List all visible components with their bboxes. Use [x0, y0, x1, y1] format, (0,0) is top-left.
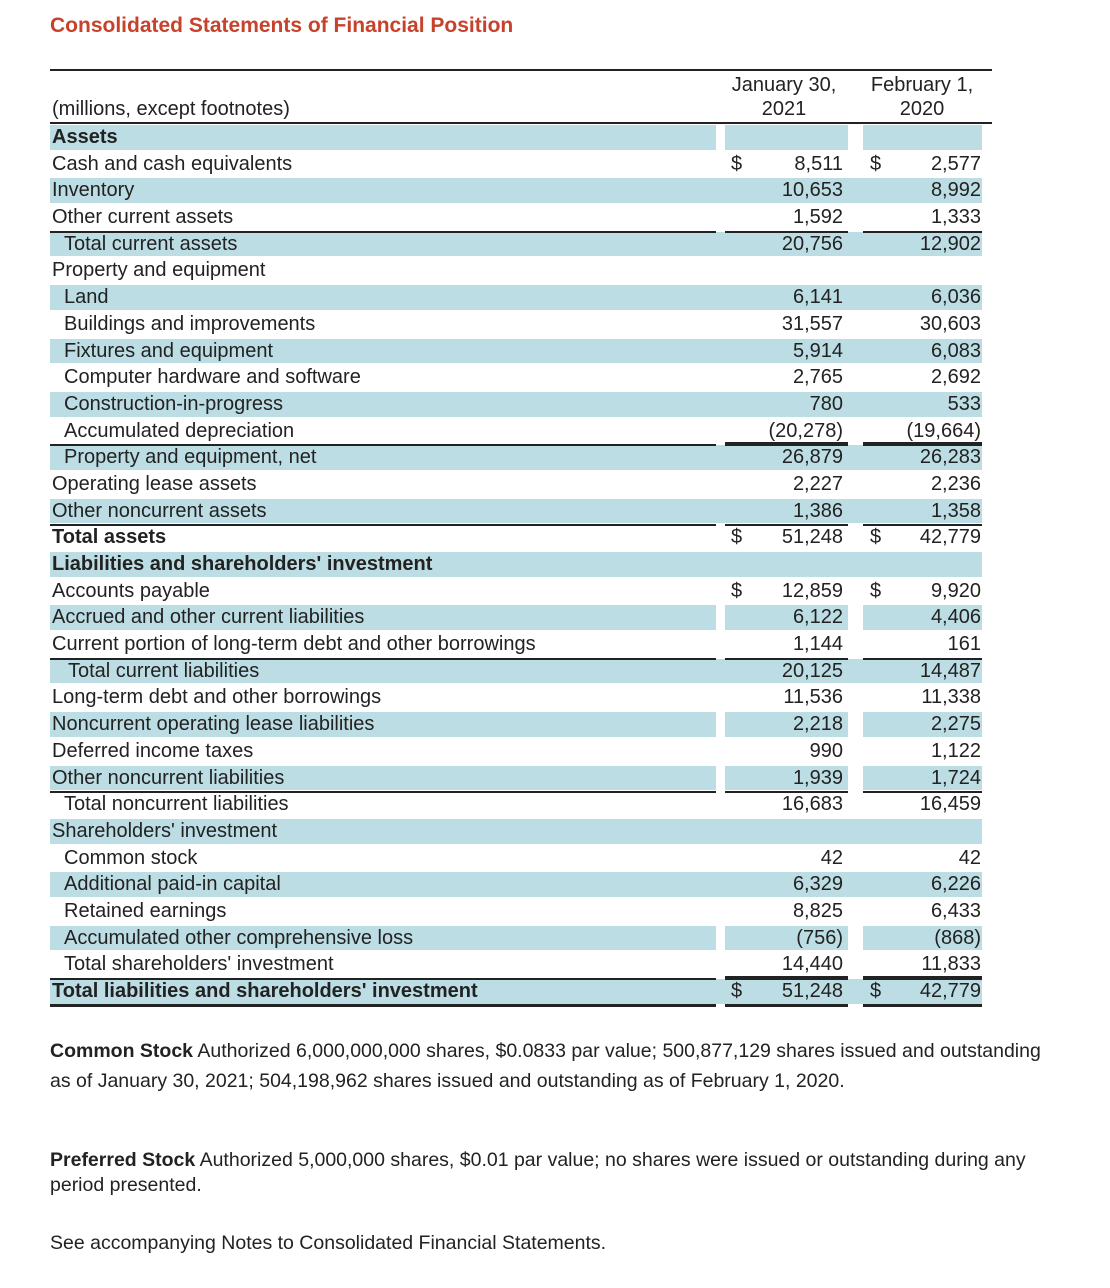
row-label: Fixtures and equipment: [64, 339, 274, 362]
dollar-sign: $: [870, 526, 882, 549]
table-row: [50, 124, 982, 151]
value-2020: 1,122: [930, 739, 981, 762]
value-2020: 2,577: [930, 152, 981, 175]
see-notes: See accompanying Notes to Consolidated Financial Statements.: [50, 1232, 607, 1254]
row-label: Shareholders' investment: [52, 819, 278, 842]
table-row: [50, 791, 982, 818]
row-label: Total current assets: [64, 232, 238, 255]
row-label: Accounts payable: [52, 579, 210, 602]
row-label: Noncurrent operating lease liabilities: [52, 713, 375, 736]
table-row: [50, 311, 982, 338]
value-2021: 6,122: [792, 606, 843, 629]
row-label: Accumulated depreciation: [64, 419, 295, 442]
financial-position-table: [50, 124, 982, 1005]
common-stock-label: Common Stock: [50, 1040, 194, 1062]
units-caption: (millions, except footnotes): [52, 98, 290, 120]
value-2021: 2,765: [792, 366, 843, 389]
value-2021: 1,592: [792, 206, 843, 229]
value-2021: (20,278): [768, 419, 843, 442]
common-stock-text: Authorized 6,000,000,000 shares, $0.0833 par value; 500,877,129 shares issued and outstanding as of January 30, 2021; 504,198,962 shares issued and outstanding as of February 1, 2020.: [50, 1040, 1041, 1092]
row-label: Common stock: [64, 846, 198, 869]
row-label: Other noncurrent liabilities: [52, 766, 285, 789]
value-2020: 11,338: [921, 686, 981, 709]
table-row: [50, 551, 982, 578]
row-label: Cash and cash equivalents: [52, 152, 293, 175]
value-2020: 30,603: [919, 312, 981, 335]
row-label: Accrued and other current liabilities: [52, 606, 365, 629]
value-2020: 16,459: [919, 793, 981, 816]
value-2020: 1,333: [930, 206, 981, 229]
dollar-sign: $: [870, 579, 882, 602]
value-2020: 1,724: [930, 766, 981, 789]
column-header-line1: January 30,: [731, 74, 837, 96]
table-row: [50, 845, 982, 872]
value-2021: 1,386: [792, 499, 843, 522]
row-label: Additional paid-in capital: [64, 873, 281, 896]
table-row: [50, 951, 982, 978]
table-row: [50, 631, 982, 658]
table-row: [50, 391, 982, 418]
row-label: Total noncurrent liabilities: [64, 793, 289, 816]
row-label: Total assets: [52, 526, 167, 549]
footnotes: [50, 1036, 1060, 1254]
dollar-sign: $: [870, 152, 882, 175]
value-2020: 42,779: [919, 980, 981, 1002]
table-row: [50, 524, 982, 551]
value-2021: 20,756: [781, 232, 843, 255]
table-row: [50, 765, 982, 792]
row-label: Total liabilities and shareholders' investment: [52, 980, 478, 1002]
value-2021: 780: [809, 392, 843, 415]
value-2021: 5,914: [792, 339, 843, 362]
page-title: Consolidated Statements of Financial Position: [50, 14, 514, 37]
value-2020: 533: [947, 392, 981, 415]
value-2021: 2,218: [792, 713, 843, 736]
table-row: [50, 898, 982, 925]
preferred-stock-note: [50, 1148, 1060, 1198]
row-label: Other noncurrent assets: [52, 499, 267, 522]
total-rule: [50, 1004, 716, 1007]
table-row: [50, 151, 982, 178]
row-label: Property and equipment: [52, 259, 266, 282]
row-label: Liabilities and shareholders' investment: [52, 553, 433, 575]
table-row: [50, 471, 982, 498]
value-2020: 12,902: [919, 232, 981, 255]
header-rule: [50, 69, 992, 71]
table-row: [50, 177, 982, 204]
row-label: Long-term debt and other borrowings: [52, 686, 382, 709]
row-label: Accumulated other comprehensive loss: [64, 926, 414, 949]
row-shading: [50, 125, 716, 150]
value-2021: 51,248: [781, 980, 843, 1002]
column-header-2020: [856, 73, 988, 121]
value-2020: 2,236: [930, 472, 981, 495]
value-2021: 12,859: [781, 579, 843, 602]
row-label: Assets: [52, 126, 118, 148]
value-2021: 1,939: [792, 766, 843, 789]
row-label: Computer hardware and software: [64, 366, 361, 389]
row-label: Deferred income taxes: [52, 739, 254, 762]
value-2021: 42: [820, 846, 843, 869]
total-rule: [863, 1004, 982, 1007]
value-2021: (756): [796, 926, 843, 949]
value-2020: 161: [947, 633, 981, 656]
value-2020: 8,992: [930, 179, 981, 202]
value-2021: 990: [809, 739, 843, 762]
value-2021: 11,536: [783, 686, 843, 709]
row-shading: [863, 125, 982, 150]
value-2021: 6,329: [792, 873, 843, 896]
table-row: [50, 418, 982, 445]
row-label: Current portion of long-term debt and other borrowings: [52, 633, 536, 656]
table-row: [50, 364, 982, 391]
table-row: [50, 658, 982, 685]
dollar-sign: $: [870, 980, 882, 1002]
row-label: Operating lease assets: [52, 472, 257, 495]
value-2021: 8,825: [792, 899, 843, 922]
column-header-line2: 2020: [899, 98, 945, 120]
dollar-sign: $: [731, 152, 743, 175]
value-2020: 14,487: [919, 659, 981, 682]
table-row: [50, 257, 982, 284]
row-label: Retained earnings: [64, 899, 227, 922]
value-2020: 4,406: [930, 606, 981, 629]
row-label: Inventory: [52, 179, 135, 202]
value-2021: 1,144: [792, 633, 843, 656]
table-row: [50, 204, 982, 231]
value-2021: 16,683: [781, 793, 843, 816]
value-2021: 10,653: [781, 179, 843, 202]
table-row: [50, 231, 982, 258]
column-header-2021: [723, 73, 845, 121]
value-2021: 20,125: [781, 659, 843, 682]
table-row: [50, 818, 982, 845]
value-2021: 14,440: [781, 953, 843, 976]
row-label: Land: [64, 286, 109, 309]
value-2021: 26,879: [781, 446, 843, 469]
table-row: [50, 738, 982, 765]
value-2020: (19,664): [906, 419, 981, 442]
row-label: Construction-in-progress: [64, 392, 283, 415]
preferred-stock-label: Preferred Stock: [50, 1149, 196, 1171]
value-2020: 2,275: [930, 713, 981, 736]
value-2021: 51,248: [781, 526, 843, 549]
table-row: [50, 578, 982, 605]
value-2021: 2,227: [792, 472, 843, 495]
value-2020: 42: [958, 846, 981, 869]
value-2020: 6,083: [930, 339, 981, 362]
table-row: [50, 871, 982, 898]
value-2021: 8,511: [794, 152, 843, 175]
column-header-line1: February 1,: [870, 74, 974, 96]
table-row: [50, 444, 982, 471]
value-2020: 6,036: [930, 286, 981, 309]
total-rule: [725, 1004, 848, 1007]
table-row: [50, 604, 982, 631]
row-label: Other current assets: [52, 206, 234, 229]
value-2020: 9,920: [930, 579, 981, 602]
dollar-sign: $: [731, 526, 743, 549]
table-row: [50, 978, 982, 1005]
value-2021: 31,557: [781, 312, 843, 335]
row-label: Total shareholders' investment: [64, 953, 334, 976]
value-2020: 6,226: [930, 873, 981, 896]
value-2020: (868): [934, 926, 981, 949]
common-stock-note: [50, 1036, 1060, 1096]
row-label: Property and equipment, net: [64, 446, 317, 469]
preferred-stock-text: Authorized 5,000,000 shares, $0.01 par value; no shares were issued or outstanding during any period presented.: [50, 1149, 1026, 1196]
column-header-line2: 2021: [761, 98, 807, 120]
value-2021: 6,141: [792, 286, 843, 309]
value-2020: 42,779: [919, 526, 981, 549]
value-2020: 1,358: [930, 499, 981, 522]
value-2020: 6,433: [930, 899, 981, 922]
row-shading: [725, 125, 848, 150]
table-row: [50, 925, 982, 952]
value-2020: 26,283: [919, 446, 981, 469]
dollar-sign: $: [731, 980, 743, 1002]
table-row: [50, 498, 982, 525]
table-row: [50, 711, 982, 738]
table-row: [50, 684, 982, 711]
dollar-sign: $: [731, 579, 743, 602]
row-label: Buildings and improvements: [64, 312, 316, 335]
table-row: [50, 284, 982, 311]
table-row: [50, 338, 982, 365]
value-2020: 11,833: [921, 953, 981, 976]
row-label: Total current liabilities: [68, 659, 260, 682]
value-2020: 2,692: [930, 366, 981, 389]
